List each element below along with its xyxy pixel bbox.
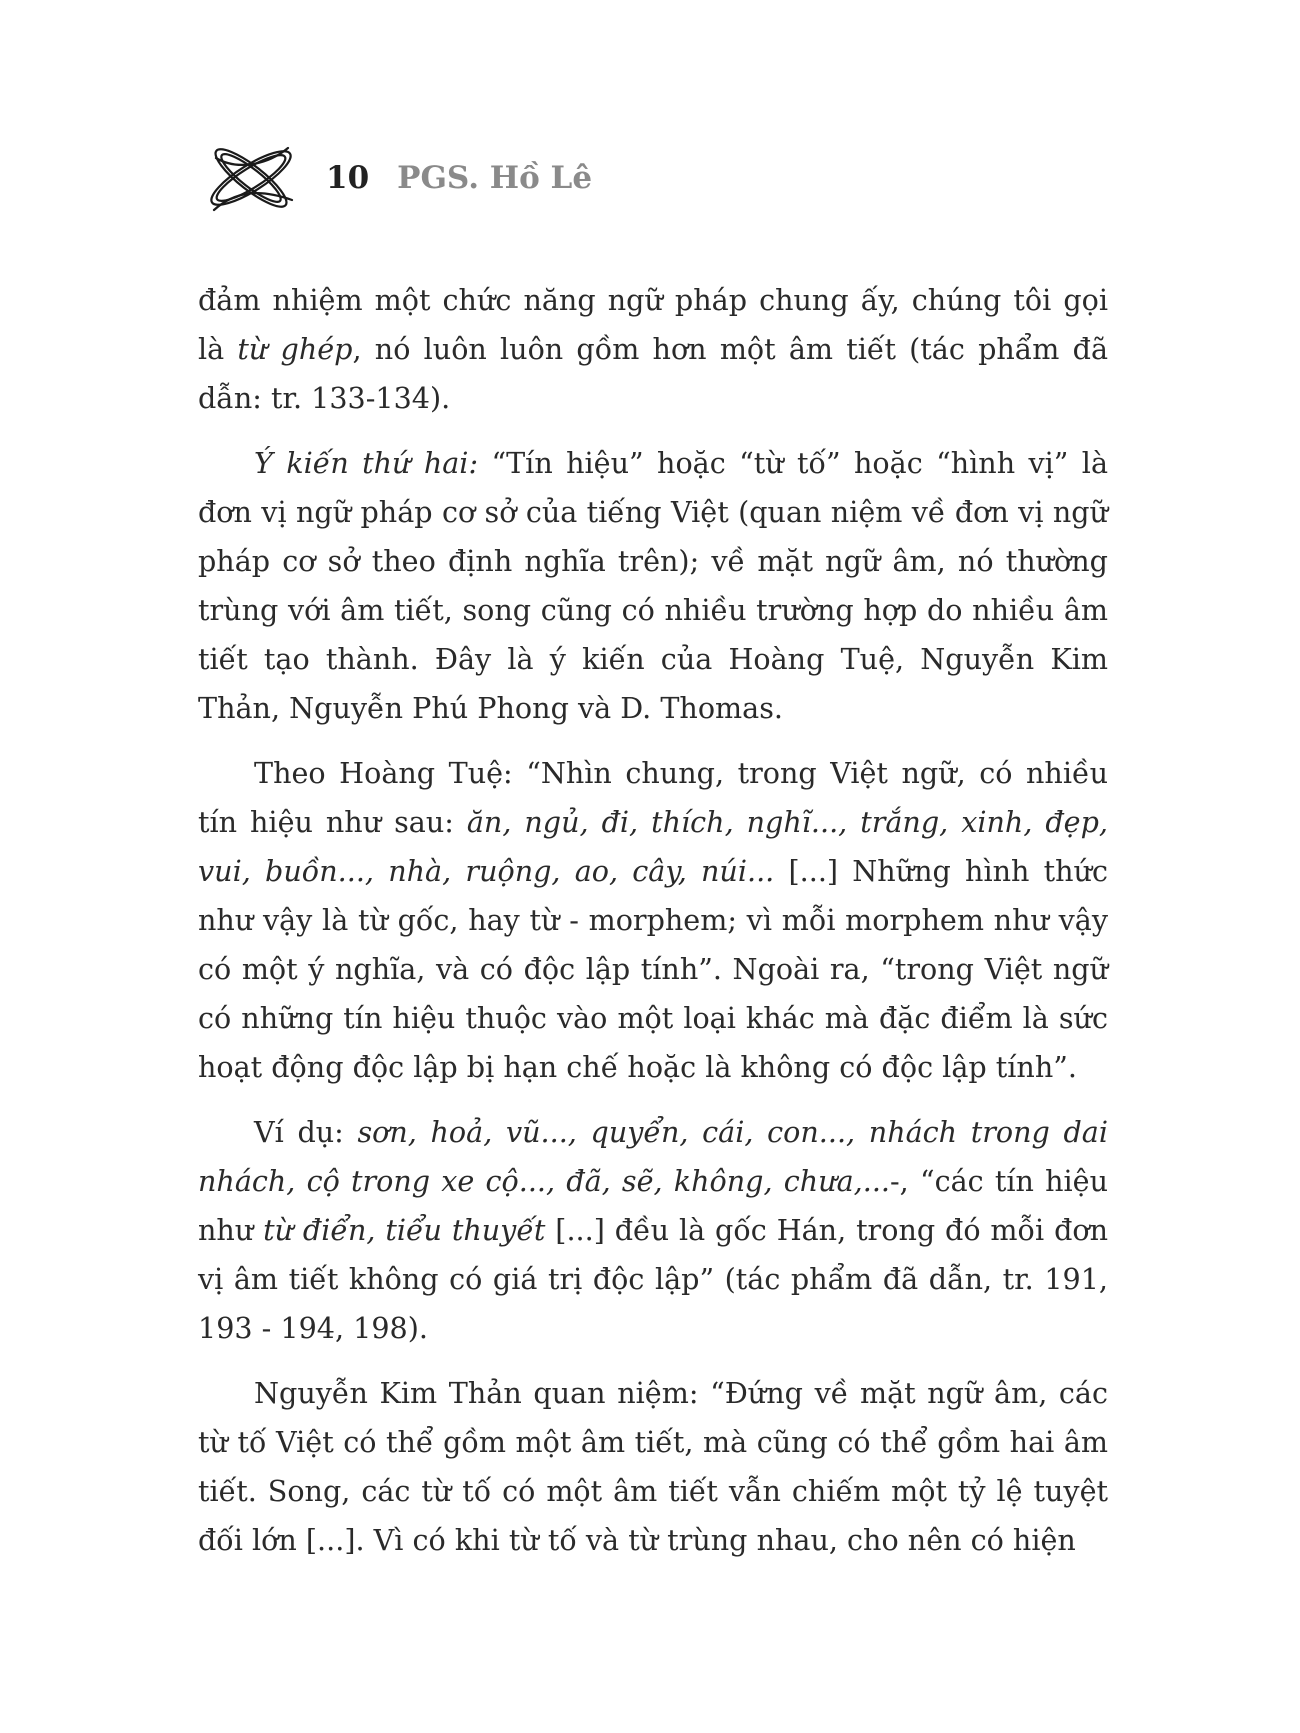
page-number: 10	[326, 160, 370, 196]
text-run: Theo Hoàng Tuệ: “Nhìn chung, trong Việt ngữ, có nhiều tín hiệu như sau:	[198, 756, 1108, 839]
text-run: Ví dụ:	[254, 1115, 358, 1149]
paragraph	[198, 276, 1108, 423]
text-run: [...] Những hình thức như vậy là từ gốc, hay từ - morphem; vì mỗi morphem như vậy có một ý nghĩa, và có độc lập tính”. Ngoài ra, “trong Việt ngữ có những tín hiệu thuộc vào một loại khác mà đặc điểm là sức hoạt động độc lập bị hạn chế hoặc là không có độc lập tính”.	[198, 854, 1108, 1084]
paragraph	[198, 749, 1108, 1092]
italic-term: từ ghép	[237, 332, 353, 366]
text-run: “Tín hiệu” hoặc “từ tố” hoặc “hình vị” là đơn vị ngữ pháp cơ sở của tiếng Việt (quan niệm về đơn vị ngữ pháp cơ sở theo định nghĩa trên); về mặt ngữ âm, nó thường trùng với âm tiết, song cũng có nhiều trường hợp do nhiều âm tiết tạo thành. Đây là ý kiến của Hoàng Tuệ, Nguyễn Kim Thản, Nguyễn Phú Phong và D. Thomas.	[198, 446, 1108, 725]
body-text	[198, 276, 1108, 1581]
page-header	[196, 128, 592, 228]
running-head: PGS. Hồ Lê	[397, 160, 593, 196]
italic-examples: ăn, ngủ, đi, thích, nghĩ..., trắng, xinh, đẹp, vui, buồn..., nhà, ruộng, ao, cây, núi...	[198, 805, 1108, 888]
text-run: -, “các tín hiệu như	[198, 1164, 1108, 1247]
swirl-ornament-icon	[196, 128, 306, 228]
text-run: [...] đều là gốc Hán, trong đó mỗi đơn vị âm tiết không có giá trị độc lập” (tác phẩm đã dẫn, tr. 191, 193 - 194, 198).	[198, 1213, 1109, 1345]
paragraph	[198, 1369, 1108, 1565]
italic-term: từ điển, tiểu thuyết	[263, 1213, 546, 1247]
text-run: đảm nhiệm một chức năng ngữ pháp chung ấy, chúng tôi gọi là	[198, 283, 1108, 366]
text-run: Nguyễn Kim Thản quan niệm: “Đứng về mặt ngữ âm, các từ tố Việt có thể gồm một âm tiết, mà cũng có thể gồm hai âm tiết. Song, các từ tố có một âm tiết vẫn chiếm một tỷ lệ tuyệt đối lớn [...]. Vì có khi từ tố và từ trùng nhau, cho nên có hiện	[198, 1376, 1108, 1557]
italic-heading: Ý kiến thứ hai:	[254, 446, 479, 480]
paragraph	[198, 1108, 1108, 1353]
text-run: , nó luôn luôn gồm hơn một âm tiết (tác phẩm đã dẫn: tr. 133-134).	[198, 332, 1108, 415]
italic-examples: sơn, hoả, vũ..., quyển, cái, con..., nhách trong dai nhách, cộ trong xe cộ..., đã, sẽ, không, chưa,...	[198, 1115, 1108, 1198]
paragraph	[198, 439, 1108, 733]
